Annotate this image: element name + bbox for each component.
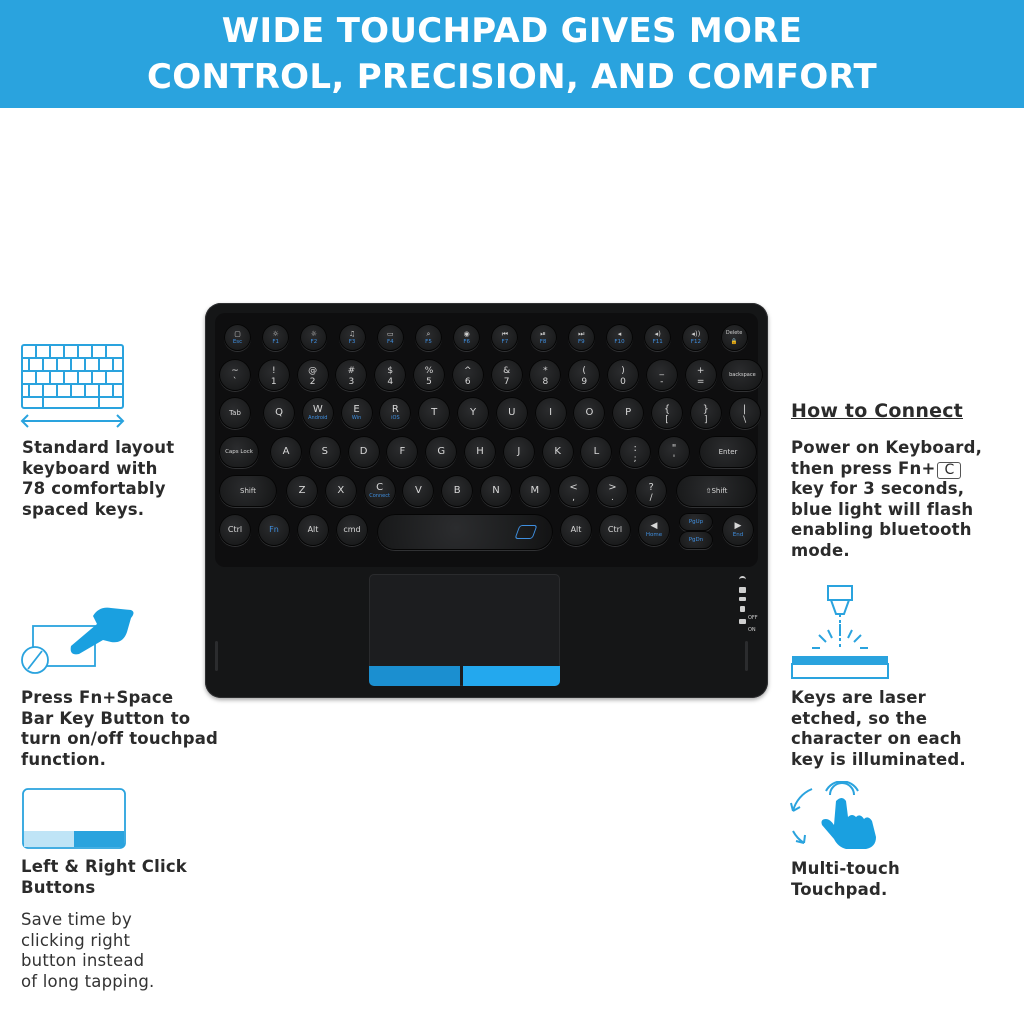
key-num-7-sublabel: 7 bbox=[503, 376, 510, 387]
key-z-row-9-label: ? bbox=[648, 482, 654, 494]
key-a-row-6[interactable] bbox=[503, 436, 535, 468]
key-enter-label: Enter bbox=[718, 447, 738, 456]
touchpad-toggle-icon bbox=[514, 525, 537, 539]
key-z-row-4-label: B bbox=[453, 484, 461, 496]
key-f11[interactable] bbox=[644, 324, 671, 351]
key-f6-sublabel: F6 bbox=[463, 338, 471, 345]
left-click-button[interactable] bbox=[369, 666, 460, 686]
keyboard-foot-right bbox=[745, 641, 748, 671]
key-a-row-1-label: S bbox=[321, 445, 328, 457]
key-f1-label: ☼ bbox=[272, 329, 279, 338]
key-q-row-1[interactable] bbox=[302, 397, 334, 429]
key-q-row-11-sublabel: ] bbox=[704, 414, 708, 425]
key-left-arrow[interactable] bbox=[638, 514, 670, 546]
multi-touch-icon bbox=[790, 781, 882, 851]
key-delete[interactable] bbox=[721, 324, 748, 351]
key-delete-label: Delete bbox=[725, 329, 743, 336]
key-ctrl-left-label: Ctrl bbox=[227, 525, 243, 535]
key-num-2-sublabel: 2 bbox=[309, 376, 316, 387]
key-num-2-label: @ bbox=[308, 366, 318, 377]
key-ctrl-right[interactable] bbox=[599, 514, 631, 546]
save-time-text: Save time by clicking right button instead of long tapping. bbox=[21, 910, 155, 991]
key-f10[interactable] bbox=[606, 324, 633, 351]
key-pgup[interactable] bbox=[679, 513, 713, 531]
key-f2[interactable] bbox=[300, 324, 327, 351]
key-f12-label: ◂)) bbox=[691, 329, 701, 338]
key-backspace-label: backspace bbox=[729, 371, 756, 378]
key-num-5-label: % bbox=[424, 366, 434, 377]
key-f9[interactable] bbox=[568, 324, 595, 351]
key-num-10[interactable] bbox=[607, 359, 639, 391]
key-f10-label: ◂ bbox=[617, 329, 622, 338]
power-off-label: OFF bbox=[748, 615, 758, 621]
how-to-connect-text: Power on Keyboard, then press Fn+ C key for 3 seconds, blue light will flash enabling bluetooth mode. bbox=[791, 438, 983, 560]
key-z-row-3-label: V bbox=[414, 484, 422, 496]
key-z-row-7[interactable] bbox=[558, 475, 590, 507]
key-a-row-3-label: F bbox=[399, 445, 406, 457]
key-tab[interactable] bbox=[219, 397, 251, 429]
key-num-3[interactable] bbox=[335, 359, 367, 391]
key-f1[interactable] bbox=[262, 324, 289, 351]
how-to-connect-title: How to Connect bbox=[791, 400, 963, 422]
key-q-row-4[interactable] bbox=[418, 397, 450, 429]
key-num-12-sublabel: = bbox=[696, 376, 705, 387]
key-a-row-5-label: H bbox=[476, 445, 484, 457]
key-num-11[interactable] bbox=[646, 359, 678, 391]
click-buttons-feature-text: Left & Right Click Buttons bbox=[21, 857, 187, 897]
key-pgdn-label: PgDn bbox=[688, 536, 704, 543]
key-z-row-7-label: < bbox=[569, 482, 578, 494]
key-num-10-sublabel: 0 bbox=[620, 376, 626, 387]
charge-indicator-icon bbox=[740, 606, 745, 612]
key-num-4[interactable] bbox=[374, 359, 406, 391]
key-a-row-3[interactable] bbox=[386, 436, 418, 468]
key-z-row-8-label: > bbox=[608, 482, 617, 494]
caps-indicator-icon bbox=[739, 597, 746, 601]
right-click-button[interactable] bbox=[463, 666, 560, 686]
key-a-row-10-sublabel: ' bbox=[672, 453, 676, 464]
key-q-row-11[interactable] bbox=[690, 397, 722, 429]
key-shift-left[interactable] bbox=[219, 475, 277, 507]
key-alt-left-label: Alt bbox=[307, 525, 319, 535]
key-alt-left[interactable] bbox=[297, 514, 329, 546]
key-z-row-0[interactable] bbox=[286, 475, 318, 507]
key-num-1-sublabel: 1 bbox=[270, 376, 277, 387]
key-f9-sublabel: F9 bbox=[577, 338, 585, 345]
key-q-row-10-sublabel: [ bbox=[665, 414, 669, 425]
key-q-row-11-label: } bbox=[702, 404, 709, 416]
wifi-indicator-icon bbox=[739, 576, 746, 583]
key-num-2[interactable] bbox=[297, 359, 329, 391]
key-num-6-sublabel: 6 bbox=[464, 376, 471, 387]
key-a-row-0[interactable] bbox=[270, 436, 302, 468]
key-num-3-label: # bbox=[347, 366, 356, 377]
key-f8-label: ⏯ bbox=[540, 329, 546, 338]
key-q-row-2[interactable] bbox=[341, 397, 373, 429]
key-q-row-0[interactable] bbox=[263, 397, 295, 429]
key-q-row-2-label: E bbox=[353, 404, 360, 416]
key-q-row-12-label: | bbox=[742, 404, 747, 416]
key-shift-right[interactable] bbox=[676, 475, 757, 507]
key-f12-sublabel: F12 bbox=[690, 338, 701, 345]
layout-feature-text: Standard layout keyboard with 78 comfortably spaced keys. bbox=[22, 438, 175, 519]
key-f6[interactable] bbox=[453, 324, 480, 351]
key-z-row-6[interactable] bbox=[519, 475, 551, 507]
laser-etch-icon bbox=[790, 584, 890, 684]
key-z-row-7-sublabel: , bbox=[572, 492, 576, 503]
key-right-arrow[interactable] bbox=[722, 514, 754, 546]
key-q-row-5[interactable] bbox=[457, 397, 489, 429]
key-num-12-label: + bbox=[696, 366, 705, 377]
key-q-row-7-label: I bbox=[549, 406, 553, 418]
key-esc-label: ▢ bbox=[234, 329, 241, 338]
key-z-row-8-sublabel: . bbox=[610, 492, 614, 503]
key-num-11-sublabel: - bbox=[660, 376, 664, 387]
key-num-8-label: * bbox=[543, 366, 548, 377]
key-a-row-10[interactable] bbox=[658, 436, 690, 468]
keyboard-layout-icon bbox=[19, 343, 127, 433]
key-q-row-2-sublabel: Win bbox=[351, 414, 362, 421]
key-pgdn[interactable] bbox=[679, 531, 713, 549]
key-q-row-0-label: Q bbox=[275, 406, 283, 418]
key-right-arrow-label: ▶ bbox=[734, 521, 742, 532]
key-z-row-0-label: Z bbox=[298, 484, 306, 496]
key-z-row-9[interactable] bbox=[635, 475, 667, 507]
touchpad-toggle-feature-text: Press Fn+Space Bar Key Button to turn on/off touchpad function. bbox=[21, 688, 219, 769]
key-num-11-label: _ bbox=[659, 366, 665, 377]
key-q-row-3[interactable] bbox=[379, 397, 411, 429]
key-f2-label: ☼ bbox=[310, 329, 318, 338]
key-q-row-5-label: Y bbox=[469, 406, 477, 418]
key-enter[interactable] bbox=[699, 436, 757, 468]
key-q-row-8[interactable] bbox=[573, 397, 605, 429]
key-num-6-label: ^ bbox=[464, 366, 472, 377]
key-z-row-1[interactable] bbox=[325, 475, 357, 507]
touchpad-toggle-icon bbox=[19, 602, 137, 678]
key-alt-right-label: Alt bbox=[570, 525, 582, 535]
key-f8[interactable] bbox=[530, 324, 557, 351]
key-a-row-9-sublabel: ; bbox=[633, 453, 637, 464]
multi-touch-feature-text: Multi-touch Touchpad. bbox=[791, 859, 900, 899]
key-num-0-label: ~ bbox=[231, 366, 239, 377]
key-f6-label: ◉ bbox=[463, 329, 470, 338]
key-q-row-1-sublabel: Android bbox=[308, 414, 328, 421]
key-z-row-2[interactable] bbox=[364, 475, 396, 507]
key-shift-left-label: Shift bbox=[240, 486, 256, 495]
key-f7-label: ⏮ bbox=[501, 329, 509, 338]
key-f3-label: ♫ bbox=[348, 329, 356, 338]
key-num-4-label: $ bbox=[387, 366, 394, 377]
key-q-row-9[interactable] bbox=[612, 397, 644, 429]
key-a-row-8-label: L bbox=[593, 445, 600, 457]
key-f5-label: ⌕ bbox=[426, 329, 431, 338]
key-num-7[interactable] bbox=[491, 359, 523, 391]
key-q-row-7[interactable] bbox=[535, 397, 567, 429]
key-z-row-5-label: N bbox=[492, 484, 500, 496]
key-q-row-3-label: R bbox=[391, 404, 399, 416]
click-buttons-icon bbox=[22, 788, 126, 850]
keyboard-foot-left bbox=[215, 641, 218, 671]
key-q-row-9-label: P bbox=[625, 406, 632, 418]
key-num-8-sublabel: 8 bbox=[542, 376, 549, 387]
laser-feature-text: Keys are laser etched, so the character on each key is illuminated. bbox=[791, 688, 966, 769]
key-fn-label: Fn bbox=[269, 525, 279, 535]
key-a-row-5[interactable] bbox=[464, 436, 496, 468]
key-a-row-8[interactable] bbox=[580, 436, 612, 468]
key-a-row-6-label: J bbox=[517, 445, 521, 457]
key-cmd-label: cmd bbox=[343, 525, 361, 535]
keyboard-image bbox=[205, 303, 768, 698]
key-f10-sublabel: F10 bbox=[614, 338, 625, 345]
key-num-12[interactable] bbox=[685, 359, 717, 391]
key-q-row-8-label: O bbox=[585, 406, 594, 418]
key-a-row-9-label: : bbox=[633, 443, 637, 455]
key-capslock[interactable] bbox=[219, 436, 259, 468]
key-f11-label: ◂) bbox=[654, 329, 661, 338]
key-z-row-1-label: X bbox=[337, 484, 345, 496]
key-f12[interactable] bbox=[682, 324, 709, 351]
key-f5-sublabel: F5 bbox=[425, 338, 432, 345]
key-z-row-4[interactable] bbox=[441, 475, 473, 507]
key-q-row-4-label: T bbox=[431, 406, 438, 418]
key-f7[interactable] bbox=[491, 324, 518, 351]
key-capslock-label: Caps Lock bbox=[225, 448, 253, 455]
key-q-row-3-sublabel: iOS bbox=[391, 414, 400, 421]
key-a-row-7-label: K bbox=[554, 445, 561, 457]
key-q-row-6[interactable] bbox=[496, 397, 528, 429]
key-num-7-label: & bbox=[503, 366, 511, 377]
key-f4-label: ▭ bbox=[386, 329, 394, 338]
key-fn[interactable] bbox=[258, 514, 290, 546]
key-f1-sublabel: F1 bbox=[272, 338, 280, 345]
key-z-row-5[interactable] bbox=[480, 475, 512, 507]
c-key-icon: C bbox=[937, 462, 961, 479]
key-num-9[interactable] bbox=[568, 359, 600, 391]
key-num-4-sublabel: 4 bbox=[387, 376, 394, 387]
key-q-row-6-label: U bbox=[508, 406, 516, 418]
key-backspace[interactable] bbox=[721, 359, 763, 391]
key-q-row-1-label: W bbox=[312, 404, 323, 416]
key-a-row-7[interactable] bbox=[542, 436, 574, 468]
key-f8-sublabel: F8 bbox=[539, 338, 547, 345]
key-z-row-8[interactable] bbox=[596, 475, 628, 507]
key-z-row-2-sublabel: Connect bbox=[369, 492, 390, 499]
battery-indicator-icon bbox=[739, 587, 746, 593]
key-q-row-12-sublabel: \ bbox=[743, 414, 747, 425]
key-left-arrow-label: ◀ bbox=[650, 521, 658, 532]
key-z-row-2-label: C bbox=[376, 482, 384, 494]
key-f7-sublabel: F7 bbox=[501, 338, 509, 345]
key-alt-right[interactable] bbox=[560, 514, 592, 546]
key-q-row-12[interactable] bbox=[729, 397, 761, 429]
key-num-5-sublabel: 5 bbox=[426, 376, 432, 387]
key-a-row-2[interactable] bbox=[348, 436, 380, 468]
key-num-8[interactable] bbox=[529, 359, 561, 391]
banner-title-line-1: WIDE TOUCHPAD GIVES MORE bbox=[221, 11, 803, 51]
key-f5[interactable] bbox=[415, 324, 442, 351]
key-esc[interactable] bbox=[224, 324, 251, 351]
key-f3[interactable] bbox=[339, 324, 366, 351]
key-f4-sublabel: F4 bbox=[386, 338, 394, 345]
key-num-5[interactable] bbox=[413, 359, 445, 391]
key-right-arrow-sublabel: End bbox=[732, 531, 744, 538]
key-space[interactable] bbox=[377, 514, 553, 550]
key-z-row-6-label: M bbox=[530, 484, 540, 496]
key-f11-sublabel: F11 bbox=[652, 338, 663, 345]
key-a-row-4-label: G bbox=[437, 445, 446, 457]
key-num-1-label: ! bbox=[271, 366, 276, 377]
key-esc-sublabel: Esc bbox=[232, 338, 243, 345]
power-switch[interactable] bbox=[739, 619, 746, 624]
key-left-arrow-sublabel: Home bbox=[645, 531, 663, 538]
key-a-row-9[interactable] bbox=[619, 436, 651, 468]
key-q-row-10[interactable] bbox=[651, 397, 683, 429]
key-cmd[interactable] bbox=[336, 514, 368, 546]
touchpad[interactable] bbox=[369, 574, 560, 686]
key-f4[interactable] bbox=[377, 324, 404, 351]
key-ctrl-left[interactable] bbox=[219, 514, 251, 546]
key-z-row-3[interactable] bbox=[402, 475, 434, 507]
banner-title-line-2: CONTROL, PRECISION, AND COMFORT bbox=[147, 57, 877, 97]
key-q-row-10-label: { bbox=[663, 404, 671, 416]
key-num-1[interactable] bbox=[258, 359, 290, 391]
key-num-6[interactable] bbox=[452, 359, 484, 391]
key-a-row-2-label: D bbox=[359, 445, 368, 457]
key-a-row-4[interactable] bbox=[425, 436, 457, 468]
key-f3-sublabel: F3 bbox=[348, 338, 356, 345]
key-num-0[interactable] bbox=[219, 359, 251, 391]
key-num-10-label: ) bbox=[621, 366, 625, 377]
key-f9-label: ⏭ bbox=[578, 329, 585, 338]
key-a-row-0-label: A bbox=[282, 445, 290, 457]
key-a-row-10-label: " bbox=[671, 443, 677, 455]
key-num-9-sublabel: 9 bbox=[581, 376, 588, 387]
key-z-row-9-sublabel: / bbox=[649, 492, 653, 503]
power-on-label: ON bbox=[748, 627, 756, 633]
key-shift-right-label: ⇧Shift bbox=[705, 486, 728, 495]
key-ctrl-right-label: Ctrl bbox=[607, 525, 623, 535]
key-f2-sublabel: F2 bbox=[310, 338, 318, 345]
key-num-3-sublabel: 3 bbox=[348, 376, 355, 387]
key-num-9-label: ( bbox=[582, 366, 586, 377]
key-a-row-1[interactable] bbox=[309, 436, 341, 468]
key-pgup-label: PgUp bbox=[688, 518, 704, 525]
key-tab-label: Tab bbox=[229, 408, 241, 417]
key-num-0-sublabel: ` bbox=[232, 376, 238, 387]
header-banner bbox=[0, 0, 1024, 108]
key-delete-sublabel: 🔒 bbox=[730, 338, 738, 345]
